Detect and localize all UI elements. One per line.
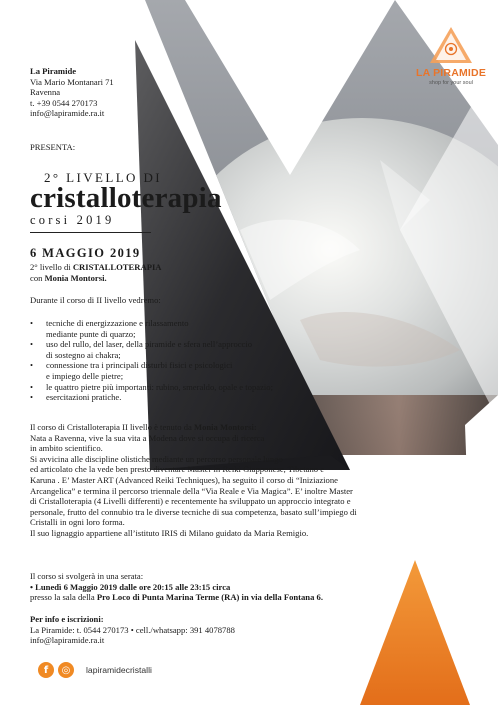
social-links [38, 662, 152, 678]
city: Ravenna [30, 87, 61, 98]
contact-info [30, 614, 470, 646]
course-details [30, 571, 470, 603]
contact-email: info@lapiramide.ra.it [30, 635, 105, 646]
title-level: 2° LIVELLO DI [44, 170, 162, 185]
bio-teacher-name: Monia Montorsi: [193, 422, 257, 432]
social-handle[interactable]: lapiramidecristalli [86, 665, 152, 675]
program-intro: Durante il corso di II livello vedremo: [30, 295, 161, 305]
bio-intro: Il corso di Cristalloterapia II livello è tenuto da [30, 422, 194, 432]
title-subtitle: corsi 2019 [30, 213, 115, 227]
program-item: • tecniche di energizzazione e rilassamento [30, 318, 273, 329]
contact-heading: Per info e iscrizioni: [30, 614, 104, 624]
course-venue-prefix: presso la sala della [30, 592, 97, 603]
teacher-bio [30, 422, 450, 539]
email-address: info@lapiramide.ra.it [30, 108, 105, 119]
program-item: • uso del rullo, del laser, della piramide e sfera nell’approccio [30, 339, 273, 350]
bio-line: di Cristalloterapia (4 Livelli differenti) e recentemente ha sviluppato un approccio integrato e [30, 496, 351, 507]
event-subtitle [30, 262, 162, 283]
logo-brand-name: LA PIRAMIDE [415, 67, 487, 79]
program-item: • connessione tra i principali disturbi fisici e psicologici [30, 360, 273, 371]
instagram-icon[interactable]: ◎ [58, 662, 74, 678]
bio-line: Nata a Ravenna, vive la sua vita a Modena dove si occupa di ricerca [30, 432, 265, 443]
logo-tagline: shop for your soul [429, 80, 473, 86]
course-datetime: • Lunedì 6 Maggio 2019 dalle ore 20:15 alle 23:15 circa [30, 581, 231, 592]
event-level-prefix: 2° livello di [30, 262, 73, 272]
company-name: La Piramide [30, 66, 77, 76]
bio-line: ed articolato che la vede ben presto diventare Master in Reiki Giapponese, Tibetano e [30, 464, 325, 475]
event-teacher-prefix: con [30, 272, 45, 283]
bio-line: Cristalli in ogni loro forma. [30, 517, 125, 528]
program-list [30, 318, 273, 403]
program-item-continued: mediante punte di quarzo; [46, 328, 136, 339]
facebook-icon[interactable]: f [38, 662, 54, 678]
program-item: • le quattro pietre più importanti: rubino, smeraldo, opale e topazio; [30, 382, 273, 393]
event-level-bold: CRISTALLOTERAPIA [72, 262, 162, 272]
address-block [30, 66, 114, 119]
event-teacher-name: Monia Montorsi. [44, 272, 107, 283]
course-venue: Pro Loco di Punta Marina Terme (RA) in via della Fontana 6. [96, 592, 323, 603]
pyramid-logo-icon [398, 23, 498, 103]
bio-line: Il suo lignaggio appartiene all’istituto IRIS di Milano guidato da Maria Remigio. [30, 527, 309, 538]
course-intro: Il corso si svolgerà in una serata: [30, 571, 144, 581]
title-main: cristalloterapia [30, 182, 222, 214]
bio-line: Arcangelica” e termina il percorso triennale della “Via Reale e Via Magica”. E’ inoltre Master [30, 485, 353, 496]
phone-number: t. +39 0544 270173 [30, 97, 98, 108]
title-divider [30, 232, 151, 233]
program-item-continued: e impiego delle pietre; [46, 370, 124, 381]
bio-line: personale, frutto del connubio tra le diverse tecniche di sua competenza, basato sull’impiego di [30, 506, 357, 517]
bio-line: in ambito scientifico. [30, 443, 103, 454]
street-address: Via Mario Montanari 71 [30, 76, 114, 87]
bio-line: Si avvicina alle discipline olistiche mediante un percorso personale lungo [30, 453, 283, 464]
bio-line: Karuna . E’ Master ART (Advanced Reiki Techniques), ha seguito il corso di “Iniziazione [30, 474, 338, 485]
program-item: • esercitazioni pratiche. [30, 392, 273, 403]
contact-phones: La Piramide: t. 0544 270173 • cell./whatsapp: 391 4078788 [30, 624, 235, 635]
presents-label: PRESENTA: [30, 142, 76, 152]
program-item-continued: di sostegno ai chakra; [46, 349, 121, 360]
brand-logo [398, 23, 498, 103]
event-date: 6 MAGGIO 2019 [30, 246, 141, 260]
